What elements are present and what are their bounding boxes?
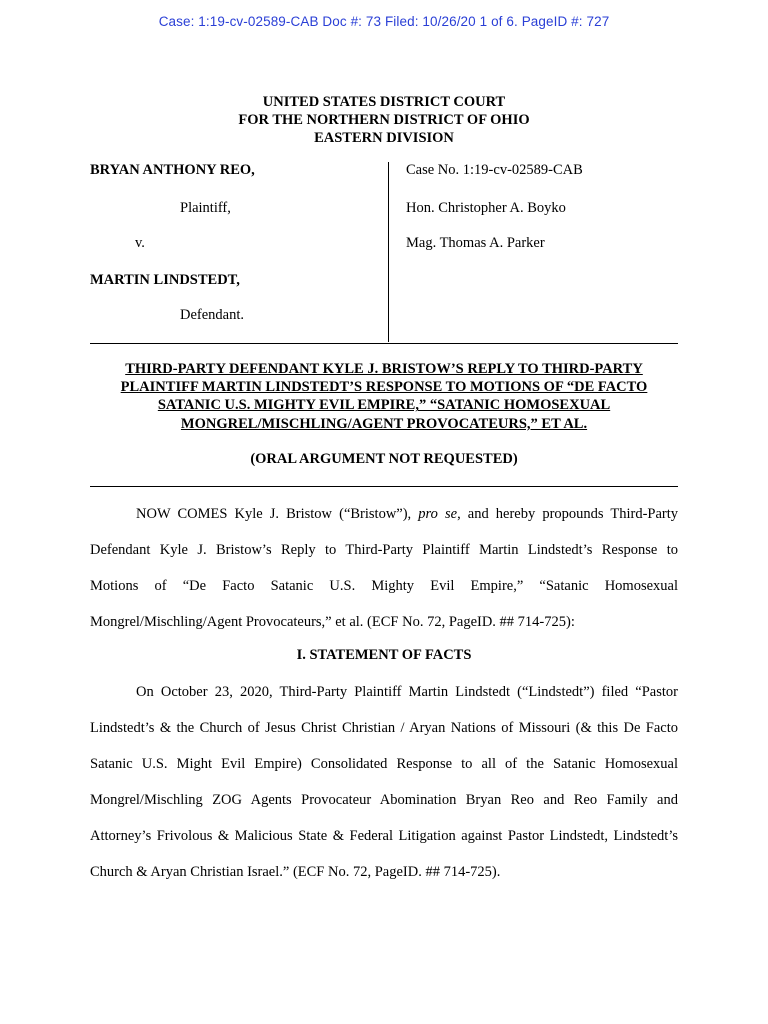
facts-paragraph <box>90 683 678 899</box>
facts-line-6: Church & Aryan Christian Israel.” (ECF No. 72, PageID. ## 714-725). <box>90 864 501 880</box>
title-line-4: MONGREL/MISCHLING/AGENT PROVOCATEURS,” ET AL. <box>180 415 588 432</box>
pro-se-text: pro se <box>418 506 458 522</box>
facts-line-1: On October 23, 2020, Third-Party Plaintiff Martin Lindstedt (“Lindstedt”) filed “Pastor <box>136 684 678 700</box>
caption-rule <box>90 343 678 344</box>
facts-line-5: Attorney’s Frivolous & Malicious State & Federal Litigation against Pastor Lindstedt, Lindstedt’s <box>90 828 678 844</box>
intro-line-2: Defendant Kyle J. Bristow’s Reply to Third-Party Plaintiff Martin Lindstedt’s Response to <box>90 542 678 558</box>
facts-line-3: Satanic U.S. Might Evil Empire) Consolidated Response to all of the Satanic Homosexual <box>90 756 678 772</box>
intro-line-1c: , and hereby propounds Third-Party <box>457 506 679 522</box>
versus-label: v. <box>135 235 145 251</box>
court-line-3: EASTERN DIVISION <box>314 130 454 146</box>
defendant-role: Defendant. <box>180 307 245 323</box>
title-line-2: PLAINTIFF MARTIN LINDSTEDT’S RESPONSE TO MOTIONS OF “DE FACTO <box>120 379 648 396</box>
defendant-name: MARTIN LINDSTEDT, <box>90 272 240 288</box>
court-heading <box>0 93 768 147</box>
intro-paragraph <box>90 505 678 649</box>
intro-line-1a: NOW COMES Kyle J. Bristow (“Bristow”), <box>136 506 419 522</box>
magistrate-name: Mag. Thomas A. Parker <box>406 235 545 251</box>
facts-line-4: Mongrel/Mischling ZOG Agents Provocateur Abomination Bryan Reo and Reo Family and <box>90 792 678 808</box>
caption-divider <box>388 162 389 342</box>
court-line-2: FOR THE NORTHERN DISTRICT OF OHIO <box>238 112 530 128</box>
plaintiff-name: BRYAN ANTHONY REO, <box>90 162 255 178</box>
oral-argument-notice: (ORAL ARGUMENT NOT REQUESTED) <box>250 451 518 467</box>
title-line-3: SATANIC U.S. MIGHTY EVIL EMPIRE,” “SATANIC HOMOSEXUAL <box>157 397 611 414</box>
intro-line-1 <box>90 505 678 541</box>
title-rule <box>90 486 678 487</box>
plaintiff-role: Plaintiff, <box>180 200 231 216</box>
intro-line-4: Mongrel/Mischling/Agent Provocateurs,” et al. (ECF No. 72, PageID. ## 714-725): <box>90 614 575 630</box>
title-line-1: THIRD-PARTY DEFENDANT KYLE J. BRISTOW’S REPLY TO THIRD-PARTY <box>125 361 643 377</box>
ecf-header-stamp: Case: 1:19-cv-02589-CAB Doc #: 73 Filed: 10/26/20 1 of 6. PageID #: 727 <box>158 14 610 29</box>
document-title <box>90 360 678 433</box>
case-number: Case No. 1:19-cv-02589-CAB <box>406 162 583 178</box>
intro-line-3: Motions of “De Facto Satanic U.S. Mighty Evil Empire,” “Satanic Homosexual <box>90 578 678 594</box>
facts-line-2: Lindstedt’s & the Church of Jesus Christ Christian / Aryan Nations of Missouri (& this De Facto <box>90 720 678 736</box>
court-line-1: UNITED STATES DISTRICT COURT <box>262 94 506 110</box>
judge-name: Hon. Christopher A. Boyko <box>406 200 566 216</box>
case-caption <box>90 162 678 344</box>
section-heading: I. STATEMENT OF FACTS <box>296 647 472 663</box>
